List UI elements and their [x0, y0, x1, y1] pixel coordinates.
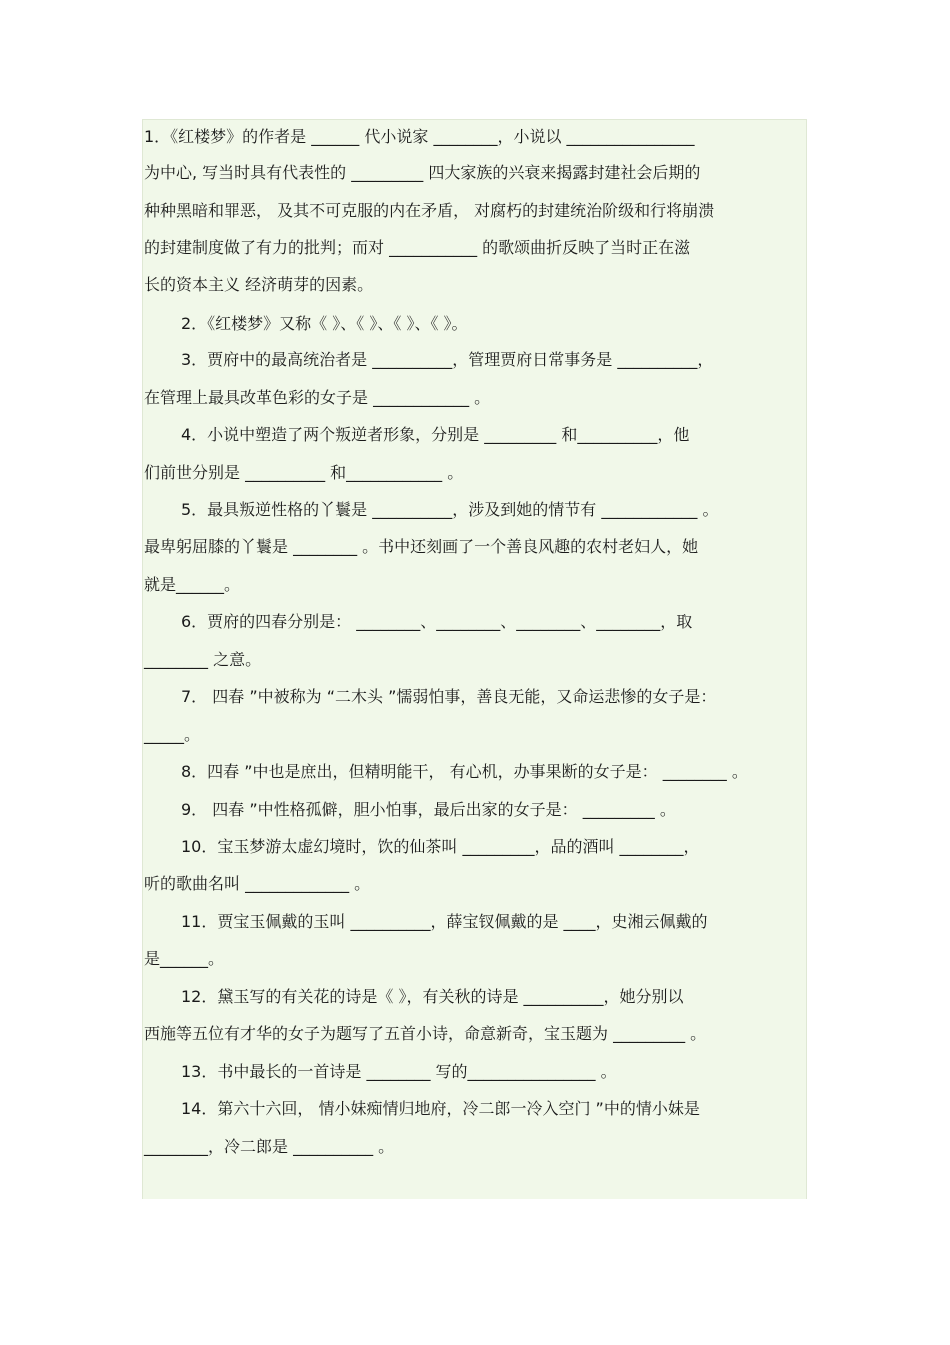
question-10-line-1: 10．宝玉梦游太虚幻境时，饮的仙茶叫 _________，品的酒叫 ________， — [181, 837, 700, 856]
question-14-line-1: 14．第六十六回， 情小妹痴情归地府，冷二郎一冷入空门 ”中的情小妹是 — [181, 1099, 700, 1118]
question-8: 8．四春 ”中也是庶出，但精明能干， 有心机，办事果断的女子是： ________ 。 — [181, 762, 748, 781]
question-5-line-1: 5．最具叛逆性格的丫鬟是 __________，涉及到她的情节有 ____________ 。 — [181, 500, 719, 519]
question-3-line-2: 在管理上最具改革色彩的女子是 ____________ 。 — [144, 388, 491, 407]
question-5-line-2: 最卑躬屈膝的丫鬟是 ________ 。书中还刻画了一个善良风趣的农村老妇人，她 — [144, 537, 699, 556]
question-1-line-4: 的封建制度做了有力的批判；而对 ___________ 的歌颂曲折反映了当时正在滋 — [144, 238, 691, 257]
question-10-line-2: 听的歌曲名叫 _____________ 。 — [144, 874, 371, 893]
question-4-line-1: 4．小说中塑造了两个叛逆者形象，分别是 _________ 和__________，他 — [181, 425, 690, 444]
question-5-line-3: 就是______。 — [144, 575, 241, 594]
question-1-line-3: 种种黑暗和罪恶， 及其不可克服的内在矛盾， 对腐朽的封建统治阶级和行将崩溃 — [144, 201, 715, 220]
question-12-line-2: 西施等五位有才华的女子为题写了五首小诗，命意新奇，宝玉题为 _________ 。 — [144, 1024, 707, 1043]
question-11-line-1: 11．贾宝玉佩戴的玉叫 __________，薛宝钗佩戴的是 ____，史湘云佩戴的 — [181, 912, 708, 931]
question-3-line-1: 3．贾府中的最高统治者是 __________，管理贾府日常事务是 __________， — [181, 350, 714, 369]
question-4-line-2: 们前世分别是 __________ 和____________ 。 — [144, 463, 464, 482]
question-6-line-2: ________ 之意。 — [144, 650, 262, 669]
question-9: 9． 四春 ”中性格孤僻，胆小怕事，最后出家的女子是： _________ 。 — [181, 800, 676, 819]
question-11-line-2: 是______。 — [144, 949, 225, 968]
question-14-line-2: ________，冷二郎是 __________ 。 — [144, 1137, 395, 1156]
question-1-line-2: 为中心, 写当时具有代表性的 _________ 四大家族的兴衰来揭露封建社会后期的 — [144, 163, 701, 182]
question-7-line-2: _____。 — [144, 725, 201, 744]
question-2: 2．《红楼梦》又称《 》、《 》、《 》、《 》。 — [181, 314, 468, 333]
question-12-line-1: 12．黛玉写的有关花的诗是《 》，有关秋的诗是 __________，她分别以 — [181, 987, 684, 1006]
question-1-line-5: 长的资本主义 经济萌芽的因素。 — [144, 275, 374, 294]
question-1-line-1: 1．《红楼梦》的作者是 ______ 代小说家 ________，小说以 ________________ — [144, 127, 695, 146]
question-13: 13．书中最长的一首诗是 ________ 写的________________ 。 — [181, 1062, 617, 1081]
question-6-line-1: 6．贾府的四春分别是： ________、________、________、________，取 — [181, 612, 693, 631]
question-7-line-1: 7． 四春 ”中被称为 “二木头 ”懦弱怕事，善良无能，又命运悲惨的女子是： — [181, 687, 717, 706]
